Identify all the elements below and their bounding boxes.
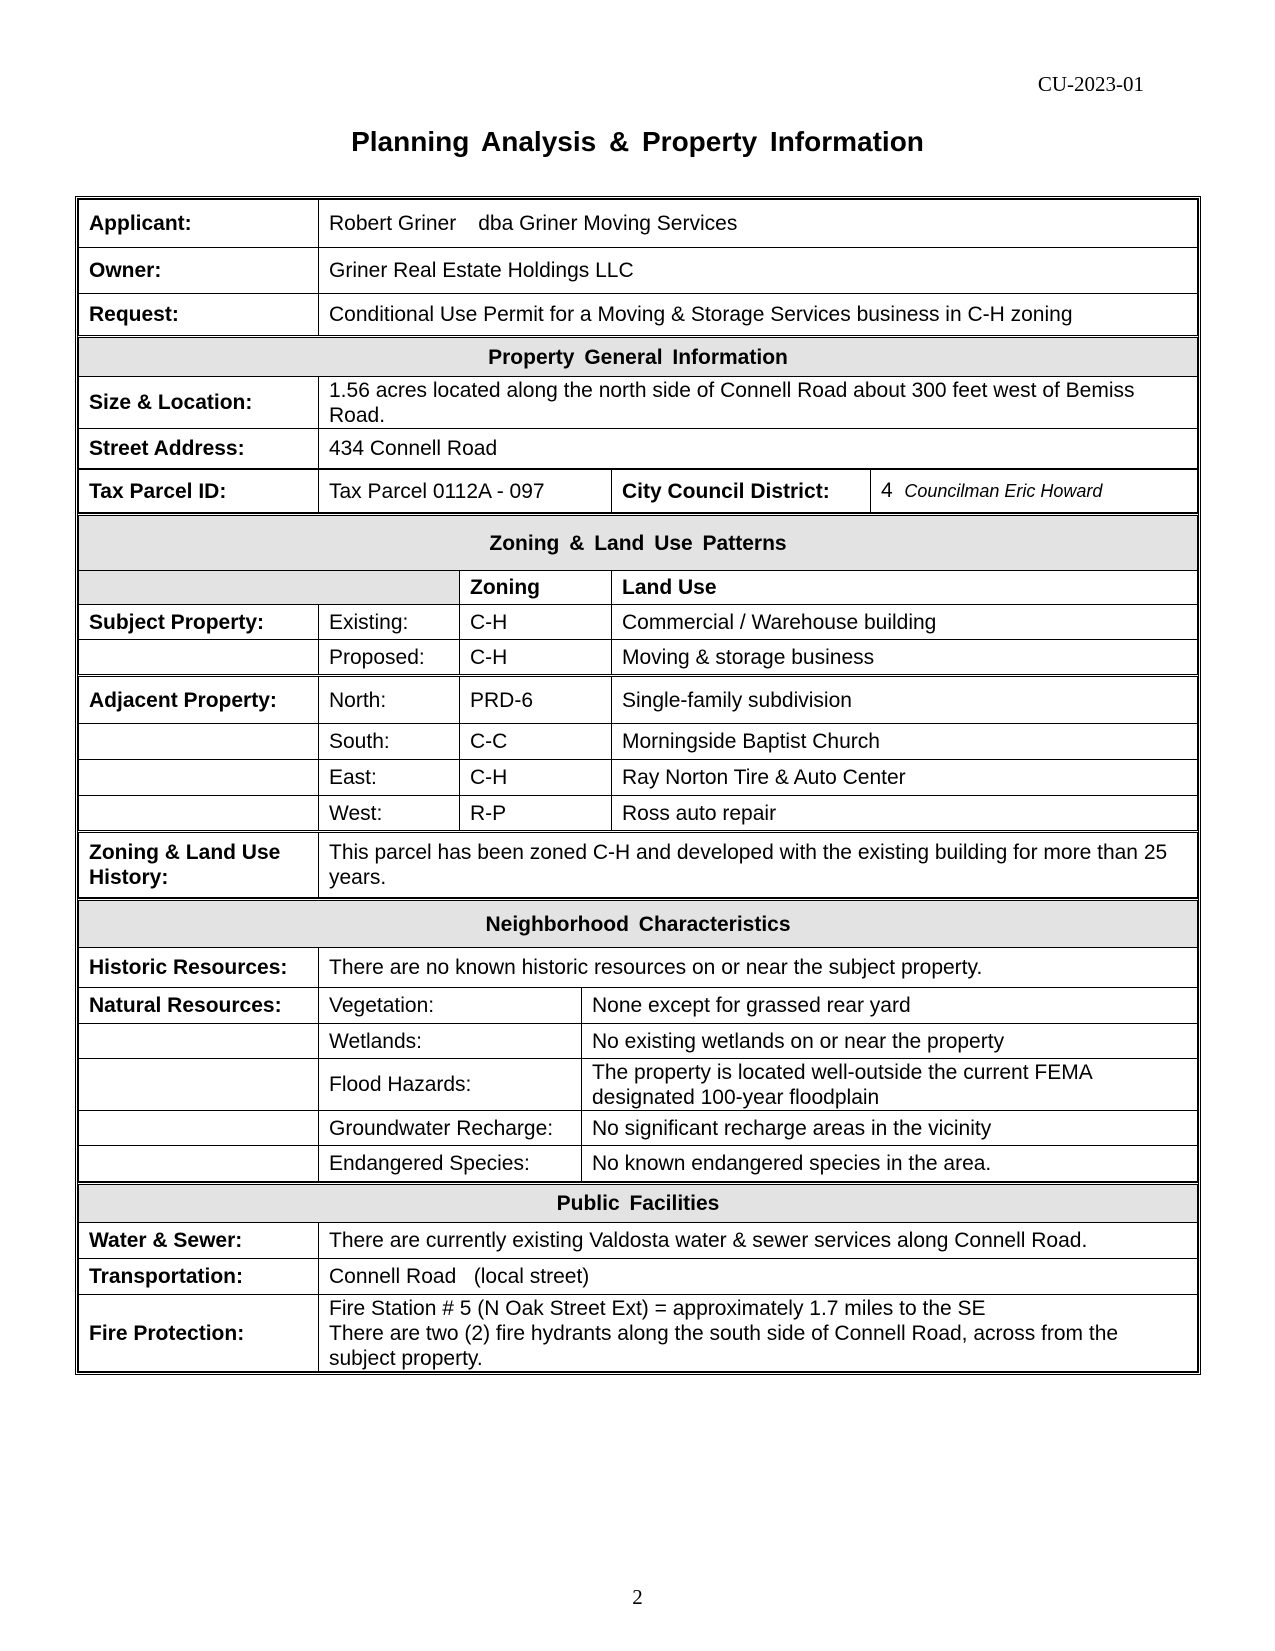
natural-label-empty xyxy=(79,1059,319,1111)
natural-resources-label: Natural Resources: xyxy=(79,988,319,1024)
applicant-value xyxy=(319,200,1198,248)
applicant-label: Applicant: xyxy=(79,200,319,248)
size-location-value: 1.56 acres located along the north side of Connell Road about 300 feet west of Bemiss Road. xyxy=(319,377,1198,429)
zoning-history-label: Zoning & Land Use History: xyxy=(79,832,319,898)
owner-value: Griner Real Estate Holdings LLC xyxy=(319,248,1198,294)
public-facilities-header: Public Facilities xyxy=(79,1184,1198,1223)
adjacent-land-use: Ross auto repair xyxy=(612,796,1198,832)
adjacent-direction: South: xyxy=(319,724,460,760)
adjacent-land-use: Morningside Baptist Church xyxy=(612,724,1198,760)
subject-land-use: Moving & storage business xyxy=(612,640,1198,676)
water-sewer-label: Water & Sewer: xyxy=(79,1223,319,1259)
street-address-value: 434 Connell Road xyxy=(319,429,1198,469)
natural-resource-value: No known endangered species in the area. xyxy=(582,1146,1198,1182)
property-info-table xyxy=(75,196,1201,1375)
subject-label-empty xyxy=(79,640,319,676)
zoning-header: Zoning & Land Use Patterns xyxy=(79,515,1198,571)
subject-property-label: Subject Property: xyxy=(79,605,319,640)
natural-resource-value: No existing wetlands on or near the property xyxy=(582,1024,1198,1059)
adjacent-label-empty xyxy=(79,724,319,760)
applicant-dba: dba Griner Moving Services xyxy=(478,212,738,235)
adjacent-zoning: C-C xyxy=(460,724,612,760)
subject-direction: Proposed: xyxy=(319,640,460,676)
council-member: Councilman Eric Howard xyxy=(904,481,1103,501)
applicant-name: Robert Griner xyxy=(329,212,457,235)
natural-resource-type: Flood Hazards: xyxy=(319,1059,582,1111)
natural-resource-type: Endangered Species: xyxy=(319,1146,582,1182)
document-id: CU-2023-01 xyxy=(1037,72,1144,96)
size-location-label: Size & Location: xyxy=(79,377,319,429)
council-district-value xyxy=(871,470,1198,513)
property-general-header: Property General Information xyxy=(79,337,1198,377)
page-number: 2 xyxy=(632,1585,643,1609)
adjacent-zoning: C-H xyxy=(460,760,612,796)
council-district-label: City Council District: xyxy=(612,470,871,513)
tax-parcel-row xyxy=(78,469,1198,513)
transportation-label: Transportation: xyxy=(79,1259,319,1295)
street-address-label: Street Address: xyxy=(79,429,319,469)
neighborhood-header: Neighborhood Characteristics xyxy=(79,900,1198,948)
natural-label-empty xyxy=(79,1024,319,1059)
subject-zoning: C-H xyxy=(460,640,612,676)
natural-resource-value: None except for grassed rear yard xyxy=(582,988,1198,1024)
subject-zoning: C-H xyxy=(460,605,612,640)
zoning-column-header: Zoning xyxy=(460,571,612,605)
fire-protection-value xyxy=(319,1295,1198,1372)
adjacent-land-use: Ray Norton Tire & Auto Center xyxy=(612,760,1198,796)
fire-protection-label: Fire Protection: xyxy=(79,1295,319,1372)
adjacent-direction: North: xyxy=(319,676,460,724)
natural-label-empty xyxy=(79,1146,319,1182)
adjacent-label-empty xyxy=(79,760,319,796)
natural-resource-value: The property is located well-outside the current FEMA designated 100-year floodplain xyxy=(582,1059,1198,1111)
request-label: Request: xyxy=(79,294,319,337)
adjacent-property-label: Adjacent Property: xyxy=(79,676,319,724)
natural-resource-type: Groundwater Recharge: xyxy=(319,1111,582,1146)
natural-label-empty xyxy=(79,1111,319,1146)
zoning-blank-header xyxy=(79,571,460,605)
historic-resources-label: Historic Resources: xyxy=(79,948,319,988)
zoning-section xyxy=(78,513,1198,898)
land-use-column-header: Land Use xyxy=(612,571,1198,605)
subject-land-use: Commercial / Warehouse building xyxy=(612,605,1198,640)
tax-parcel-value: Tax Parcel 0112A - 097 xyxy=(319,470,612,513)
tax-parcel-label: Tax Parcel ID: xyxy=(79,470,319,513)
adjacent-land-use: Single-family subdivision xyxy=(612,676,1198,724)
natural-resource-type: Wetlands: xyxy=(319,1024,582,1059)
historic-resources-value: There are no known historic resources on or near the subject property. xyxy=(319,948,1198,988)
adjacent-label-empty xyxy=(79,796,319,832)
zoning-history-value: This parcel has been zoned C-H and developed with the existing building for more than 25 years. xyxy=(319,832,1198,898)
page-title: Planning Analysis & Property Information xyxy=(351,126,924,157)
adjacent-zoning: PRD-6 xyxy=(460,676,612,724)
fire-station-line: Fire Station # 5 (N Oak Street Ext) = approximately 1.7 miles to the SE xyxy=(329,1296,986,1320)
subject-direction: Existing: xyxy=(319,605,460,640)
adjacent-direction: East: xyxy=(319,760,460,796)
natural-resource-value: No significant recharge areas in the vicinity xyxy=(582,1111,1198,1146)
request-value: Conditional Use Permit for a Moving & Storage Services business in C-H zoning xyxy=(319,294,1198,337)
natural-resource-type: Vegetation: xyxy=(319,988,582,1024)
adjacent-direction: West: xyxy=(319,796,460,832)
fire-hydrant-line: There are two (2) fire hydrants along the south side of Connell Road, across from the subject property. xyxy=(329,1321,1119,1370)
applicant-section xyxy=(78,199,1198,469)
water-sewer-value: There are currently existing Valdosta water & sewer services along Connell Road. xyxy=(319,1223,1198,1259)
owner-label: Owner: xyxy=(79,248,319,294)
adjacent-zoning: R-P xyxy=(460,796,612,832)
public-facilities-section xyxy=(78,1182,1198,1372)
council-district-number: 4 xyxy=(881,479,893,502)
neighborhood-section xyxy=(78,898,1198,1182)
transportation-value: Connell Road (local street) xyxy=(319,1259,1198,1295)
